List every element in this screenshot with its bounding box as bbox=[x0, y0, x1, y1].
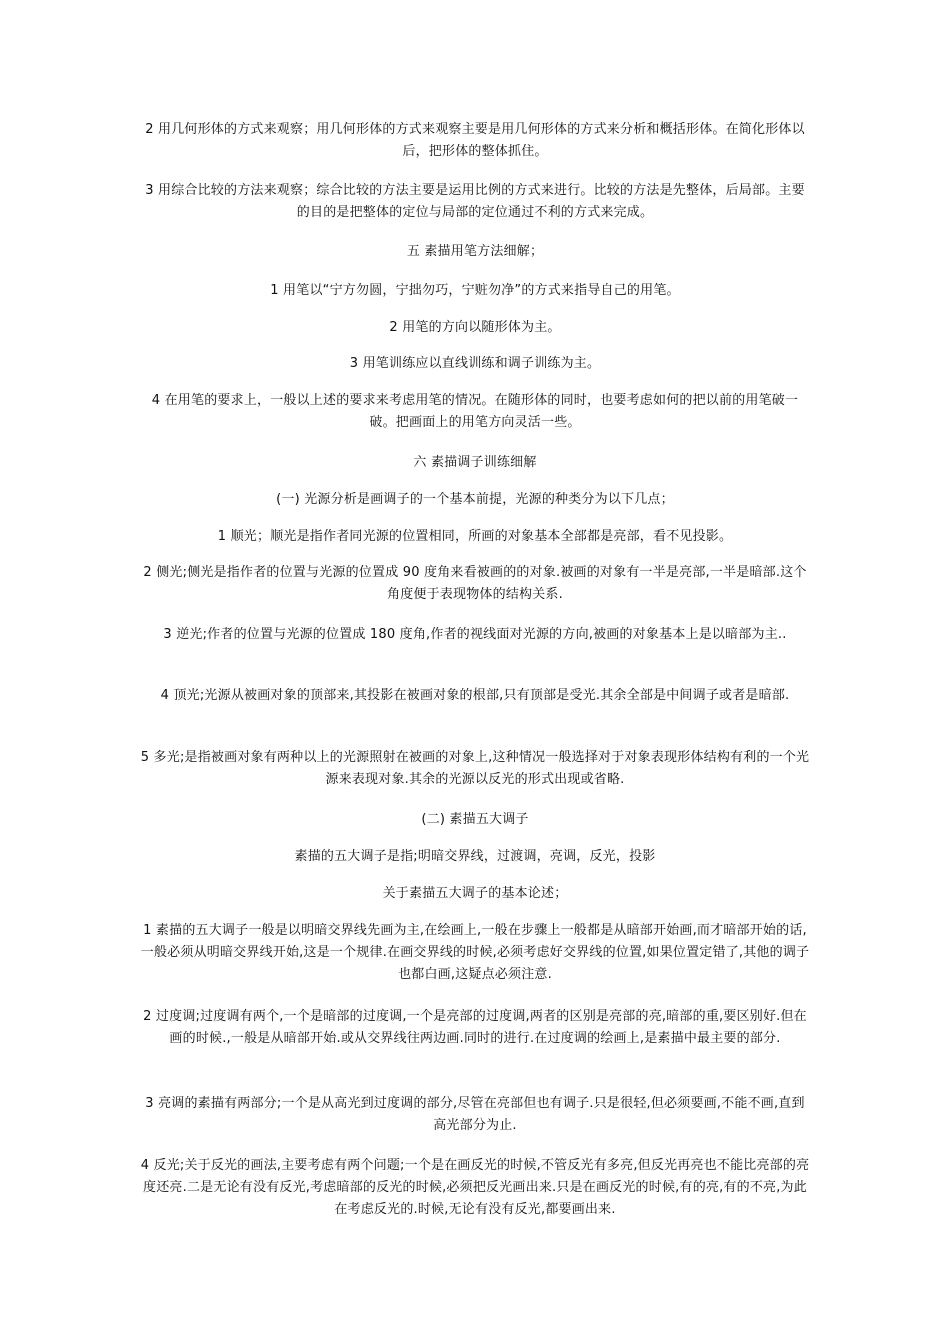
paragraph-pen-1: 1 用笔以“宁方勿圆，宁拙勿巧，宁赃勿净”的方式来指导自己的用笔。 bbox=[270, 283, 680, 298]
section-heading-pen-method: 五 素描用笔方法细解； bbox=[406, 244, 544, 259]
subheading-light-source: (一) 光源分析是画调子的一个基本前提，光源的种类分为以下几点； bbox=[276, 492, 674, 507]
paragraph-light-front: 1 顺光；顺光是指作者同光源的位置相同，所画的对象基本全部都是亮部，看不见投影。 bbox=[217, 529, 733, 544]
paragraph-light-multi: 5 多光;是指被画对象有两种以上的光源照射在被画的对象上,这种情况一般选择对于对象表现形体结构有利的一个光源来表现对象.其余的光源以反光的形式出现或省略. bbox=[140, 750, 810, 787]
paragraph-light-back: 3 逆光;作者的位置与光源的位置成 180 度角,作者的视线面对光源的方向,被画的对象基本上是以暗部为主.. bbox=[163, 627, 787, 642]
paragraph-light-side: 2 侧光;侧光是指作者的位置与光源的位置成 90 度角来看被画的的对象.被画的对象有一半是亮部,一半是暗部.这个角度便于表现物体的结构关系. bbox=[143, 565, 807, 602]
paragraph-five-tones-list: 素描的五大调子是指;明暗交界线，过渡调，亮调，反光，投影 bbox=[294, 849, 656, 864]
paragraph-light-top: 4 顶光;光源从被画对象的顶部来,其投影在被画对象的根部,只有顶部是受光.其余全部是中间调子或者是暗部. bbox=[160, 688, 790, 703]
paragraph-five-tones-intro: 关于素描五大调子的基本论述； bbox=[382, 886, 568, 901]
paragraph-tone-halftone: 2 过度调;过度调有两个,一个是暗部的过度调,一个是亮部的过度调,两者的区别是亮部的亮,暗部的重,要区别好.但在画的时候.,一般是从暗部开始.或从交界线往两边画.同时的进行.在过度调的绘画上,是素描中最主要的部分. bbox=[143, 1009, 807, 1046]
paragraph-tone-reflected: 4 反光;关于反光的画法,主要考虑有两个问题;一个是在画反光的时候,不管反光有多亮,但反光再亮也不能比亮部的亮度还亮.二是无论有没有反光,考虑暗部的反光的时候,必须把反光画出来.只是在画反光的时候,有的亮,有的不亮,为此在考虑反光的.时候,无论有没有反光,都要画出来. bbox=[140, 1158, 810, 1217]
paragraph-pen-4: 4 在用笔的要求上，一般以上述的要求来考虑用笔的情况。在随形体的同时，也要考虑如何的把以前的用笔破一破。把画面上的用笔方向灵活一些。 bbox=[151, 393, 799, 430]
paragraph-tone-light: 3 亮调的素描有两部分;一个是从高光到过度调的部分,尽管在亮部但也有调子.只是很轻,但必须要画,不能不画,直到高光部分为止. bbox=[145, 1096, 805, 1133]
paragraph-observe-geometric: 2 用几何形体的方式来观察；用几何形体的方式来观察主要是用几何形体的方式来分析和概括形体。在简化形体以后，把形体的整体抓住。 bbox=[145, 122, 805, 159]
paragraph-observe-comparison: 3 用综合比较的方法来观察；综合比较的方法主要是运用比例的方式来进行。比较的方法是先整体，后局部。主要的目的是把整体的定位与局部的定位通过不利的方式来完成。 bbox=[145, 183, 805, 220]
paragraph-pen-2: 2 用笔的方向以随形体为主。 bbox=[389, 320, 561, 335]
paragraph-tone-terminator: 1 素描的五大调子一般是以明暗交界线先画为主,在绘画上,一般在步骤上一般都是从暗部开始画,而才暗部开始的话,一般必须从明暗交界线开始,这是一个规律.在画交界线的时候,必须考虑好交界线的位置,如果位置定错了,其他的调子也都白画,这疑点必须注意. bbox=[140, 923, 810, 982]
paragraph-pen-3: 3 用笔训练应以直线训练和调子训练为主。 bbox=[349, 356, 601, 371]
section-heading-tone-training: 六 素描调子训练细解 bbox=[413, 455, 537, 470]
subheading-five-tones: (二) 素描五大调子 bbox=[421, 812, 529, 827]
